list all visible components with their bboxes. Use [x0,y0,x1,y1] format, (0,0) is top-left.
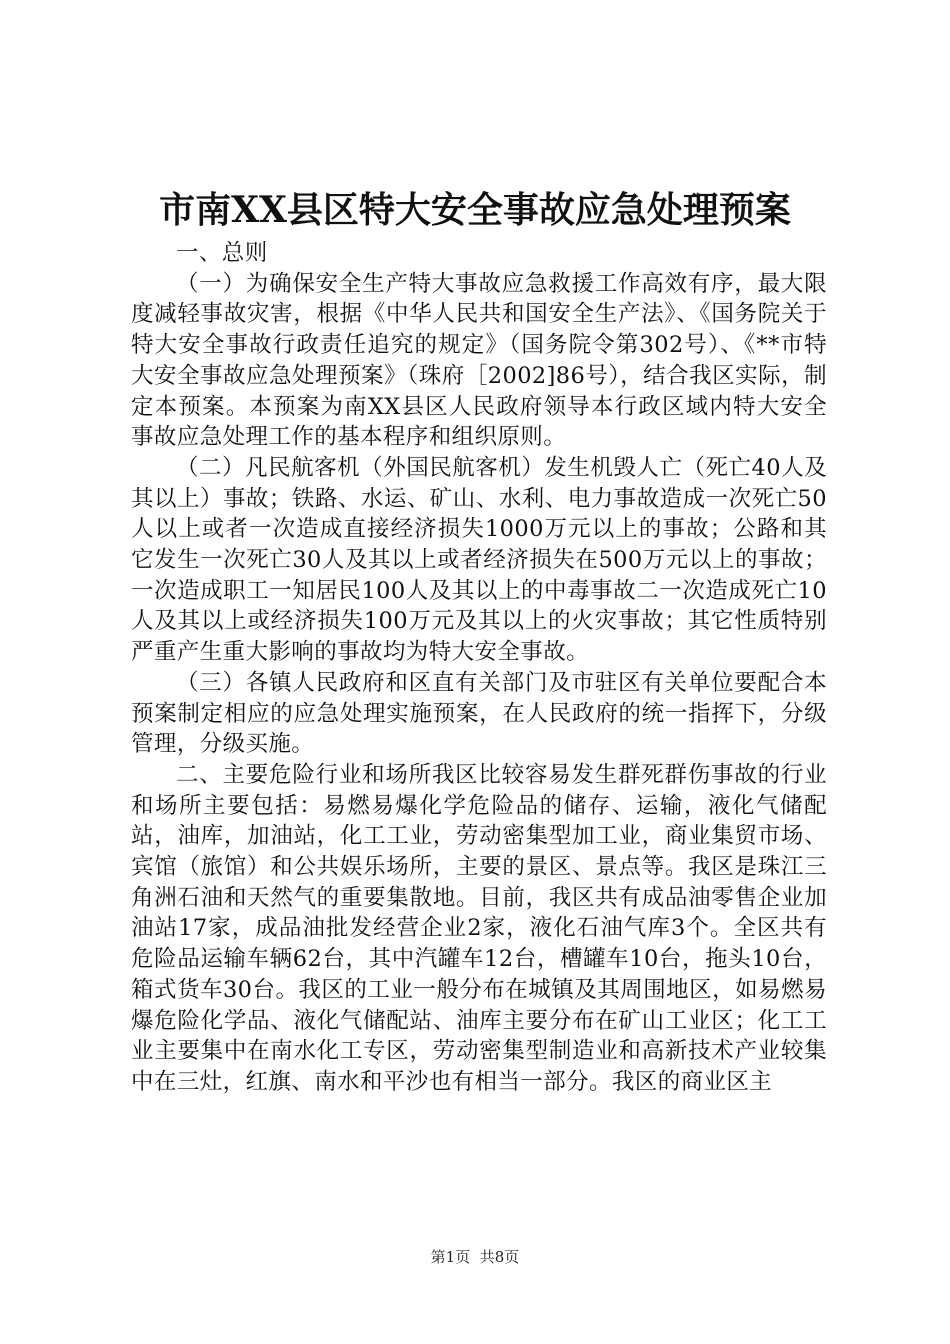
page-footer [0,1247,950,1267]
page-number: 第1页 [430,1248,471,1266]
document-body [131,238,827,1098]
paragraph-definition: （二）凡民航客机（外国民航客机）发生机毁人亡（死亡40人及其以上）事故；铁路、水运、矿山、水利、电力事故造成一次死亡50人以上或者一次造成直接经济损失1000万元以上的事故；公路和其它发生一次死亡30人及其以上或者经济损失在500万元以上的事故；一次造成职工一知居民100人及其以上的中毒事故二一次造成死亡10人及其以上或经济损失100万元及其以上的火灾事故；其它性质特别严重产生重大影响的事故均为特大安全事故。 [131,454,827,666]
paragraph-purpose: （一）为确保安全生产特大事故应急救援工作高效有序，最大限度减轻事故灾害，根据《中华人民共和国安全生产法》、《国务院关于特大安全事故行政责任追究的规定》（国务院令第302号）、《**市特大安全事故应急处理预案》（珠府［2002]86号），结合我区实际，制定本预案。本预案为南XX县区人民政府领导本行政区域内特大安全事故应急处理工作的基本程序和组织原则。 [131,270,827,451]
document-title: 市南XX县区特大安全事故应急处理预案 [159,189,791,231]
paragraph-coordination: （三）各镇人民政府和区直有关部门及市驻区有关单位要配合本预案制定相应的应急处理实施预案，在人民政府的统一指挥下，分级管理，分级买施。 [131,669,827,758]
paragraph-hazard-industries: 二、主要危险行业和场所我区比较容易发生群死群伤事故的行业和场所主要包括：易燃易爆化学危险品的储存、运输，液化气储配站，油库，加油站，化工工业，劳动密集型加工业，商业集贸市场、宾馆（旅馆）和公共娱乐场所，主要的景区、景点等。我区是珠江三角洲石油和天然气的重要集散地。目前，我区共有成品油零售企业加油站17家，成品油批发经营企业2家，液化石油气库3个。全区共有危险品运输车辆62台，其中汽罐车12台，槽罐车10台，拖头10台，箱式货车30台。我区的工业一般分布在城镇及其周围地区，如易燃易爆危险化学品、液化气储配站、油库主要分布在矿山工业区；化工工业主要集中在南水化工专区，劳动密集型制造业和高新技术产业较集中在三灶，红旗、南水和平沙也有相当一部分。我区的商业区主 [131,761,827,1095]
page-total: 共8页 [479,1248,520,1266]
section-heading-general: 一、总则 [176,240,268,266]
